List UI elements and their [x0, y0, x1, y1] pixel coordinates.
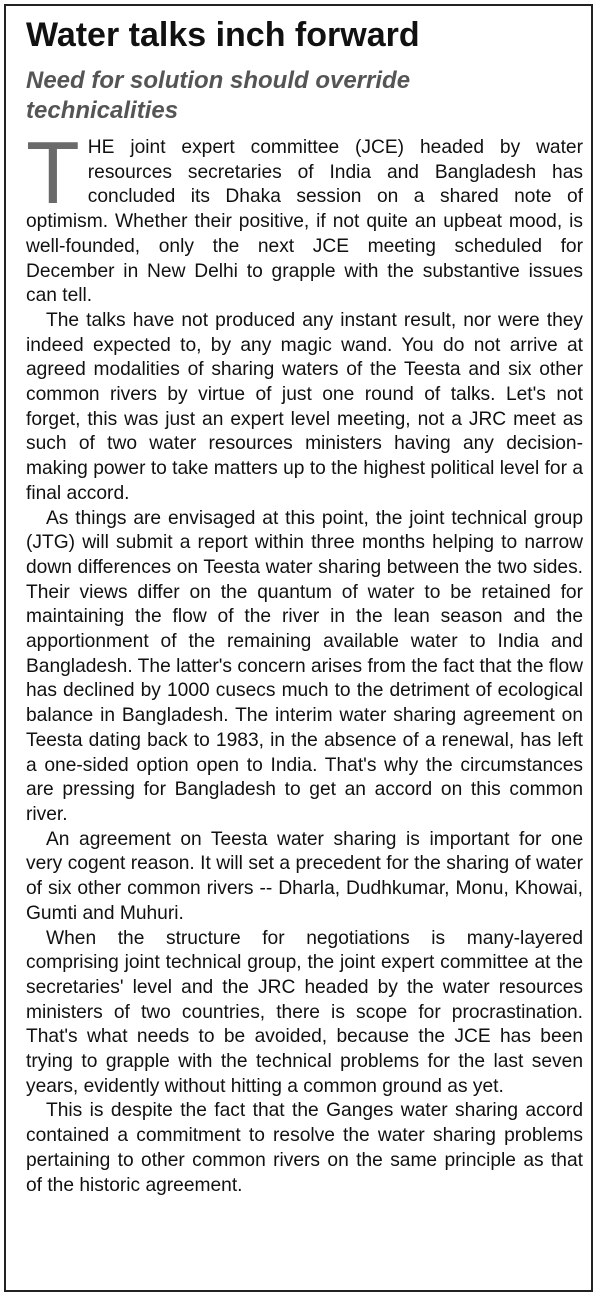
headline: Water talks inch forward	[26, 16, 420, 54]
paragraph-6: This is despite the fact that the Ganges water sharing accord contained a commitment to resolve the water sharing problems pertaining to other common rivers on the same principle as that of the historic agreement.	[26, 1100, 583, 1196]
article-body	[26, 123, 583, 1198]
drop-cap: T	[26, 123, 80, 222]
article-frame	[4, 4, 593, 1292]
paragraph-2: The talks have not produced any instant result, nor were they indeed expected to, by any magic wand. You do not arrive at agreed modalities of sharing waters of the Teesta and six other common rivers by virtue of just one round of talks. Let's not forget, this was just an expert level meeting, not a JRC meet as such of two water resources ministers having any decision-making power to take matters up to the highest political level for a final accord.	[26, 309, 583, 504]
paragraph-4: An agreement on Teesta water sharing is important for one very cogent reason. It will set a precedent for the sharing of water of six other common rivers -- Dharla, Dudhkumar, Monu, Khowai, Gumti and Muhuri.	[26, 828, 583, 924]
paragraph-1	[26, 123, 583, 309]
paragraph-1-text: HE joint expert committee (JCE) headed by water resources secretaries of India and Bangladesh has concluded its Dhaka session on a shared note of optimism. Whether their positive, if not quite an upbeat mood, is well-founded, only the next JCE meeting scheduled for December in New Delhi to grapple with the substantive issues can tell.	[26, 137, 583, 307]
paragraph-5: When the structure for negotiations is many-layered comprising joint technical group, the joint expert committee at the secretaries' level and the JRC headed by the water resources ministers of two countries, there is scope for procrastination. That's what needs to be avoided, because the JCE has been trying to grapple with the technical problems for the last seven years, evidently without hitting a common ground as yet.	[26, 927, 583, 1097]
paragraph-3: As things are envisaged at this point, the joint technical group (JTG) will submit a report within three months helping to narrow down differences on Teesta water sharing between the two sides. Their views differ on the quantum of water to be retained for maintaining the flow of the river in the lean season and the apportionment of the remaining available water to India and Bangladesh. The latter's concern arises from the fact that the flow has declined by 1000 cusecs much to the detriment of ecological balance in Bangladesh. The interim water sharing agreement on Teesta dating back to 1983, in the absence of a renewal, has left a one-sided option open to India. That's why the circumstances are pressing for Bangladesh to get an accord on this common river.	[26, 507, 583, 825]
subhead: Need for solution should override technicalities	[26, 67, 411, 124]
